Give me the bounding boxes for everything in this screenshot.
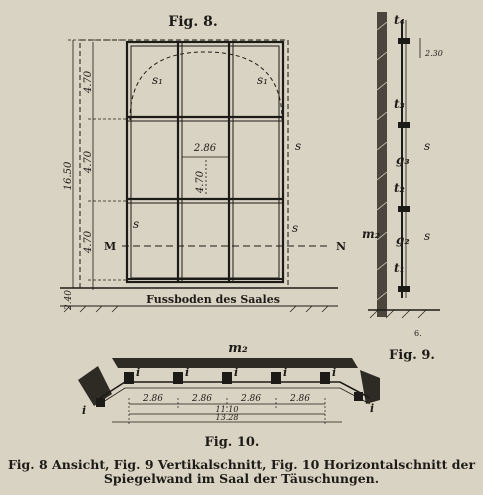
mirror-label-i: i xyxy=(370,402,375,415)
dim-label: 2.30 xyxy=(425,49,443,58)
mark-t4: t₄ xyxy=(394,13,405,27)
floor-hatch xyxy=(64,306,328,312)
mark-s: s xyxy=(424,229,431,243)
fig8-elevation xyxy=(60,14,346,312)
fig10-title: Fig. 10. xyxy=(204,435,260,450)
fig9-title: Fig. 9. xyxy=(389,348,435,363)
panel-label: s₁ xyxy=(257,73,268,87)
section-label-m: M xyxy=(104,240,117,253)
dim-label: 4.70 xyxy=(83,150,94,174)
mirror-label-i: i xyxy=(82,404,87,417)
caption-line-2: Spiegelwand im Saal der Täuschungen. xyxy=(103,471,380,486)
panel-label: s xyxy=(133,217,140,231)
dim-label: 16.50 xyxy=(63,161,74,191)
floor-label: Fussboden des Saales xyxy=(146,293,280,306)
panel-label: s₁ xyxy=(152,73,163,87)
dim-label: 13.28 xyxy=(215,413,239,422)
mark-t1: t₁ xyxy=(394,261,405,275)
panel-label: s xyxy=(292,221,299,235)
mark-g2: g₂ xyxy=(396,233,410,247)
dim-label: 2.86 xyxy=(240,394,262,404)
fig10-horizontal-section xyxy=(78,341,380,450)
mark-t3: t₃ xyxy=(394,97,405,111)
fig10-mirror-line xyxy=(100,382,370,398)
dim-label: 4.70 xyxy=(83,230,94,254)
fig8-dimension-chain xyxy=(68,40,127,290)
mirror-label-i: i xyxy=(283,366,288,379)
caption-line-1: Fig. 8 Ansicht, Fig. 9 Vertikalschnitt, Fig. 10 Horizontalschnitt der xyxy=(7,457,476,472)
fig8-title: Fig. 8. xyxy=(168,14,218,30)
fig9-vertical-section xyxy=(362,12,443,363)
dim-label: 11.10 xyxy=(215,405,239,414)
mark-g3: g₃ xyxy=(396,153,410,167)
mark-t2: t₂ xyxy=(394,181,405,195)
dim-label: 2.40 xyxy=(64,289,74,311)
mirror-label-i: i xyxy=(234,366,239,379)
fig9-small-number: 6. xyxy=(414,329,422,338)
dim-label: 2.86 xyxy=(191,394,213,404)
dim-label: 2.86 xyxy=(289,394,311,404)
fig9-wall xyxy=(377,12,387,317)
panel-label: s xyxy=(295,139,302,153)
dim-label: 2.86 xyxy=(142,394,164,404)
mirror-label-i: i xyxy=(136,366,141,379)
dim-label: 4.70 xyxy=(195,170,206,194)
fig10-mirror-back xyxy=(100,388,370,404)
fig10-wall-label: m₂ xyxy=(228,341,248,356)
mirror-label-i: i xyxy=(185,366,190,379)
dim-label: 4.70 xyxy=(83,70,94,94)
mark-s: s xyxy=(424,139,431,153)
mark-m2: m₂ xyxy=(362,227,380,241)
mirror-label-i: i xyxy=(332,366,337,379)
section-label-n: N xyxy=(336,240,347,253)
dim-label: 2.86 xyxy=(193,143,217,154)
